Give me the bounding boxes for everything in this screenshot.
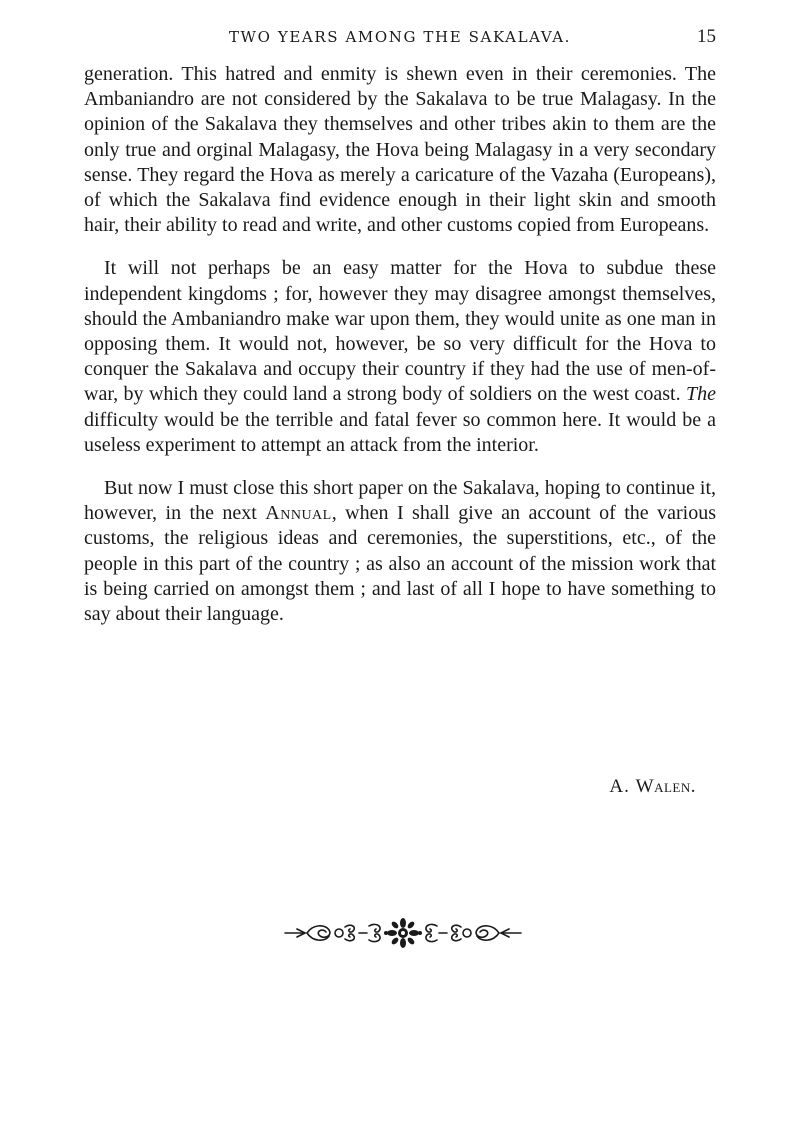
paragraph-text-part: But now I must close this short paper on the Sakalava, hoping to continue it, however, in the next	[84, 477, 716, 525]
italic-emphasis: The	[686, 383, 716, 406]
paragraph-continuation: generation. This hatred and enmity is shewn even in their ceremonies. The Ambaniandro are not considered by the Sakalava to be true Malagasy. In the opinion of the Sakalava they themselves and other tribes akin to them are the only true and orginal Malagasy, the Hova being Malagasy in a very secondary sense. They regard the Hova as merely a caricature of the Vazaha (Europeans), of which the Sakalava find evidence enough in their light skin and smooth hair, their ability to read and write, and other customs copied from Europeans.	[84, 63, 716, 237]
running-head	[84, 26, 716, 50]
author-surname: Walen.	[635, 776, 696, 797]
body-text	[84, 62, 716, 645]
paragraph-text-part: , when I shall give an account of the various customs, the religious ideas and ceremonies, the superstitions, etc., of the people in this part of the country ; as also an account of the mission work that is being carried on amongst them ; and last of all I hope to have something to say about their language.	[84, 502, 716, 626]
small-caps-annual: Annual	[265, 502, 332, 525]
author-initial: A.	[609, 776, 630, 797]
page-number: 15	[697, 26, 716, 47]
paragraph-text-part: It will not perhaps be an easy matter for the Hova to subdue these independent kingdoms ; for, however they may disagree amongst themselves, should the Ambaniandro make war upon them, they would unite as one man in opposing them. It would not, however, be so very difficult for the Hova to conquer the Sakalava and occupy their country if they had the use of men-of-war, by which they could land a strong body of soldiers on the west coast.	[84, 257, 716, 406]
decorative-tailpiece-ornament-icon	[283, 916, 523, 950]
author-signature	[84, 776, 696, 798]
running-title: TWO YEARS AMONG THE SAKALAVA.	[228, 28, 572, 46]
paragraph-hova-conquest	[84, 256, 716, 458]
paragraph-closing	[84, 476, 716, 627]
paragraph-text-part: difficulty would be the terrible and fatal fever so common here. It would be a useless experiment to attempt an attack from the interior.	[84, 408, 716, 456]
